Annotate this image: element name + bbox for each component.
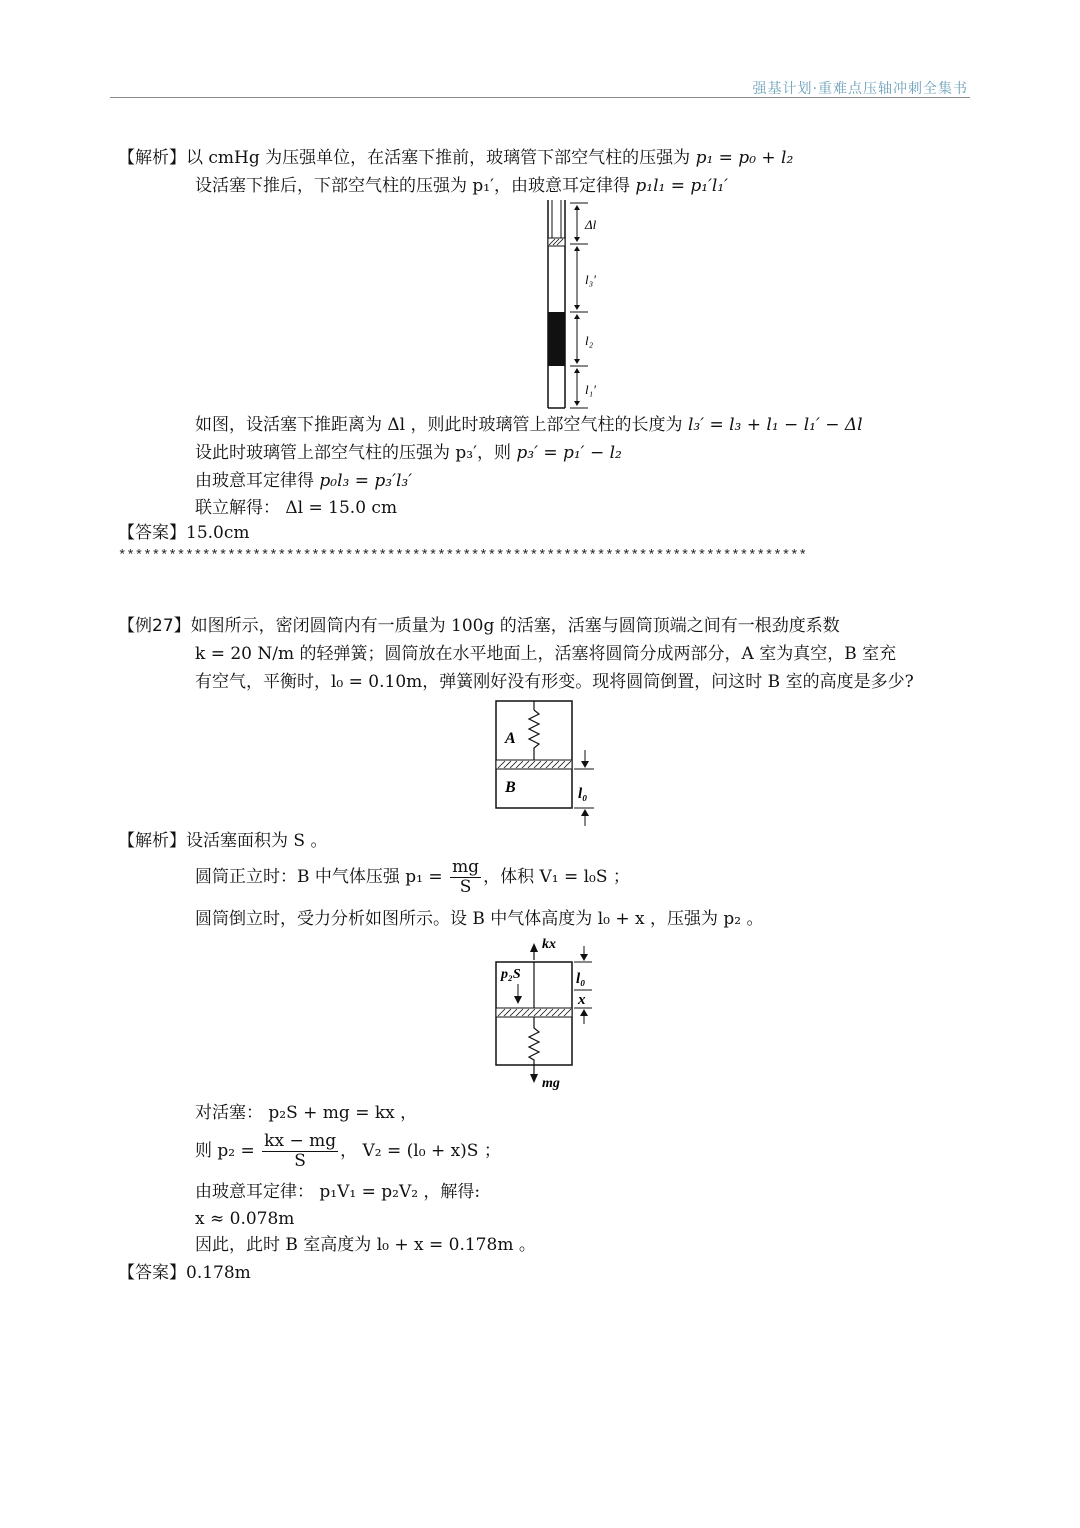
analysis-text: 设此时玻璃管上部空气柱的压强为 p₃′，则 <box>195 443 517 463</box>
fraction <box>450 858 481 897</box>
fraction <box>262 1132 338 1171</box>
analysis2-line-5 <box>195 1132 501 1171</box>
analysis2-line-8 <box>195 1234 536 1256</box>
analysis-text: ，体积 V₁ = l₀S ； <box>483 867 630 887</box>
formula: p₃′ = p₁′ − l₂ <box>516 443 622 463</box>
label-l1-prime: l₁′ <box>585 382 596 397</box>
analysis-line-1 <box>118 147 793 169</box>
answer-line-1 <box>118 522 250 544</box>
header-title: 强基计划·重难点压轴冲刺全集书 <box>752 81 968 97</box>
cylinder-inverted-figure <box>488 932 598 1092</box>
label-l2: l₂ <box>585 333 594 348</box>
example-line-1 <box>118 615 840 637</box>
analysis-text: 由玻意耳定律： p₁V₁ = p₂V₂ ，解得: <box>195 1182 481 1202</box>
analysis-text: 设活塞面积为 S 。 <box>186 831 328 851</box>
label-p2S: p₂S <box>501 967 521 982</box>
analysis-tag: 【解析】 <box>118 148 186 168</box>
analysis-text: 由玻意耳定律得 <box>195 471 320 491</box>
analysis2-line-2 <box>195 858 630 897</box>
analysis-text: 圆筒正立时：B 中气体压强 p₁ = <box>195 867 449 887</box>
formula: Δl = 15.0 cm <box>285 498 398 518</box>
answer-tag: 【答案】 <box>118 1263 186 1283</box>
answer-value: 0.178m <box>186 1263 251 1283</box>
analysis-line-2 <box>195 175 728 197</box>
analysis-text: 因此，此时 B 室高度为 l₀ + x = 0.178m 。 <box>195 1235 536 1255</box>
fraction-numerator: mg <box>452 857 480 877</box>
analysis2-line-3 <box>195 908 764 930</box>
example-line-3 <box>195 671 914 693</box>
analysis-text: 圆筒倒立时，受力分析如图所示。设 B 中气体高度为 l₀ + x ，压强为 p₂ 。 <box>195 909 764 929</box>
label-delta-l: Δl <box>585 217 597 232</box>
fraction-denominator: S <box>294 1151 306 1171</box>
label-mg: mg <box>542 1076 560 1091</box>
glass-tube-figure <box>530 198 610 414</box>
answer-value: 15.0cm <box>186 523 250 543</box>
label-l0: l₀ <box>578 786 588 802</box>
example-text: 如图所示，密闭圆筒内有一质量为 100g 的活塞，活塞与圆筒顶端之间有一根劲度系数 <box>190 616 840 636</box>
analysis-text: 则 p₂ = <box>195 1141 261 1161</box>
analysis-text: 如图，设活塞下推距离为 Δl ，则此时玻璃管上部空气柱的长度为 <box>195 415 688 435</box>
fraction-denominator: S <box>459 877 472 897</box>
analysis-line-4 <box>195 442 622 464</box>
analysis2-line-1 <box>118 830 327 852</box>
example-text: k = 20 N/m 的轻弹簧；圆筒放在水平地面上，活塞将圆筒分成两部分，A 室为真空，B 室充 <box>195 644 897 664</box>
fraction-numerator: kx − mg <box>264 1131 337 1151</box>
analysis2-line-6 <box>195 1181 480 1203</box>
label-l3-prime: l₃′ <box>585 272 596 287</box>
label-kx: kx <box>542 937 556 952</box>
label-l0: l₀ <box>576 971 586 987</box>
analysis-text: ， V₂ = (l₀ + x)S ； <box>340 1141 501 1161</box>
label-x: x <box>578 992 586 1008</box>
analysis-text: x ≈ 0.078m <box>195 1209 295 1229</box>
example-text: 有空气，平衡时，l₀ = 0.10m，弹簧刚好没有形变。现将圆筒倒置，问这时 B 室的高度是多少? <box>195 672 914 692</box>
example-tag: 【例27】 <box>118 616 191 636</box>
analysis-text: 联立解得： <box>195 498 286 518</box>
analysis-line-3 <box>195 414 863 436</box>
answer-tag: 【答案】 <box>118 523 186 543</box>
label-B: B <box>505 779 516 796</box>
formula: l₃′ = l₃ + l₁ − l₁′ − Δl <box>687 415 863 435</box>
formula: p₁l₁ = p₁′l₁′ <box>635 176 729 196</box>
analysis-tag: 【解析】 <box>118 831 186 851</box>
label-A: A <box>505 730 516 747</box>
analysis2-line-7 <box>195 1208 294 1230</box>
answer-line-2 <box>118 1262 251 1284</box>
analysis-line-6 <box>195 497 397 519</box>
analysis-text: 以 cmHg 为压强单位，在活塞下推前，玻璃管下部空气柱的压强为 <box>186 148 696 168</box>
analysis-text: 对活塞： p₂S + mg = kx ， <box>195 1103 418 1123</box>
analysis-line-5 <box>195 470 412 492</box>
cylinder-upright-figure <box>490 698 600 830</box>
formula: p₀l₃ = p₃′l₃′ <box>319 471 413 491</box>
formula: p₁ = p₀ + l₂ <box>695 148 794 168</box>
example-line-2 <box>195 643 896 665</box>
separator: ********************************************************************************** <box>118 548 807 564</box>
analysis2-line-4 <box>195 1102 417 1124</box>
header-divider <box>110 97 970 98</box>
analysis-text: 设活塞下推后，下部空气柱的压强为 p₁′，由玻意耳定律得 <box>195 176 636 196</box>
